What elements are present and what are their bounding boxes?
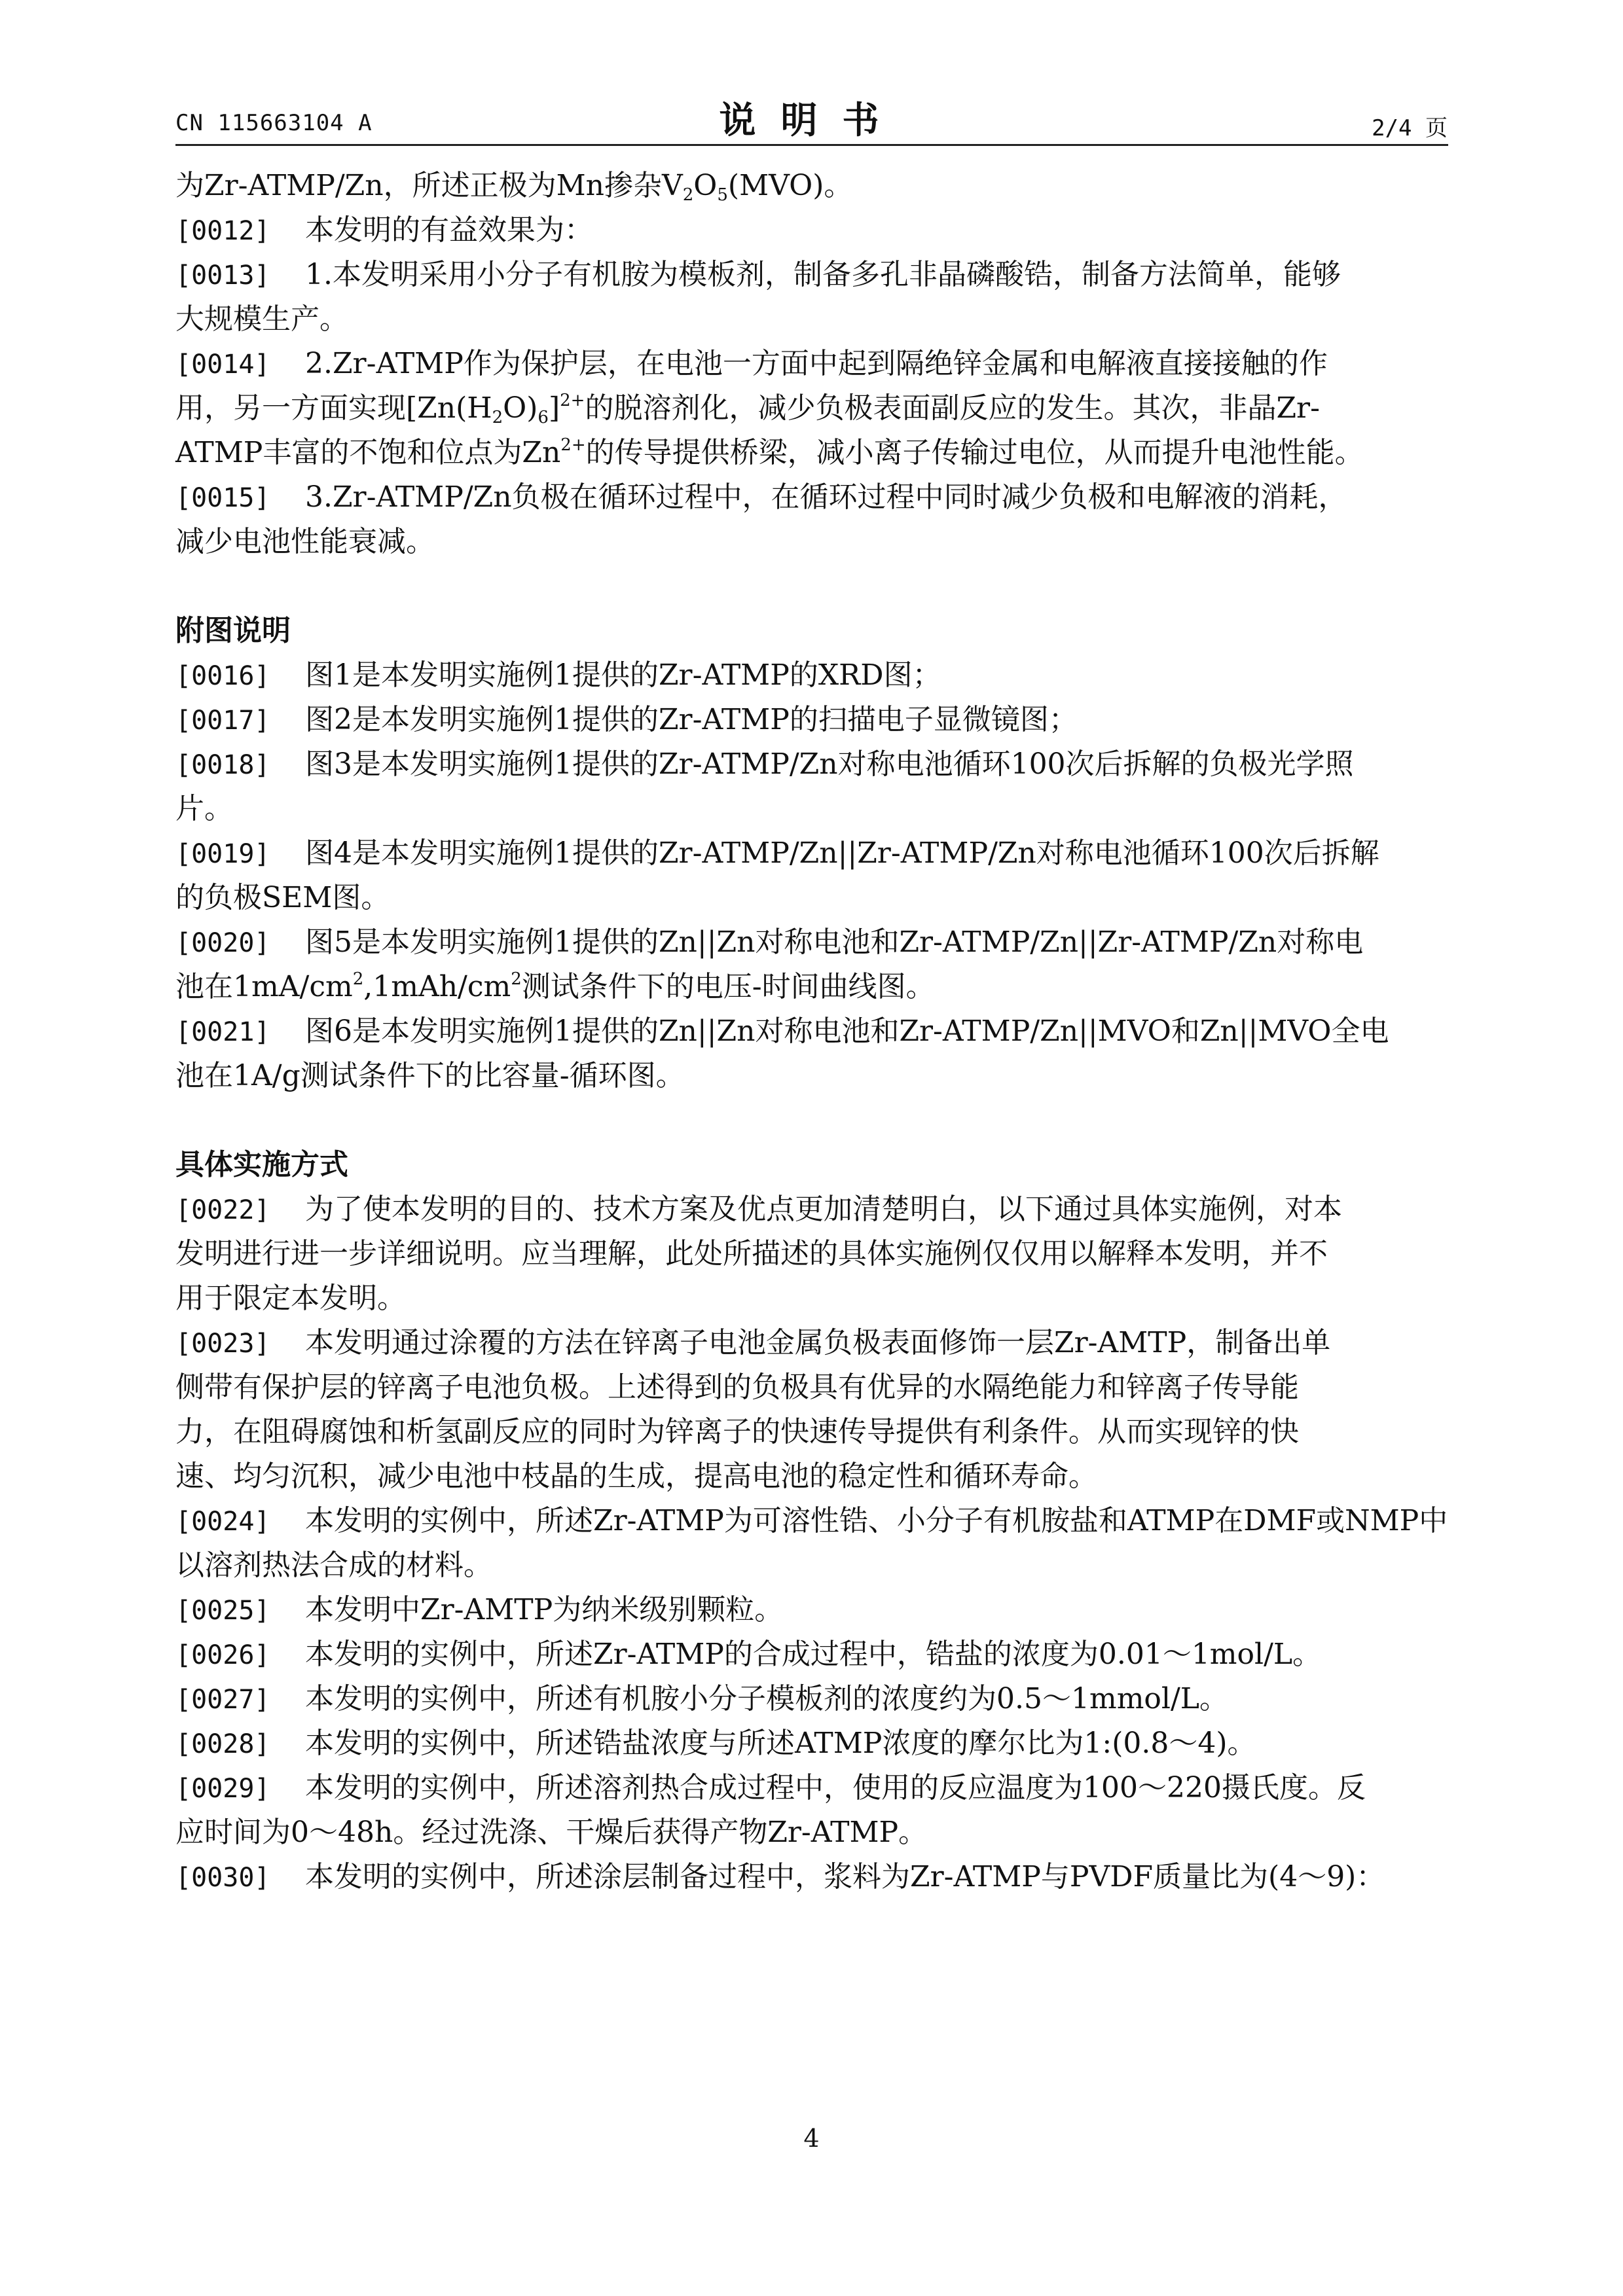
paragraph-number: [0020] (175, 928, 270, 958)
paragraph-0023: [0023] 本发明通过涂覆的方法在锌离子电池金属负极表面修饰一层Zr-AMTP，制备出单 (175, 1321, 1448, 1365)
paragraph-0013: [0013] 1.本发明采用小分子有机胺为模板剂，制备多孔非晶磷酸锆，制备方法简单，能够 (175, 253, 1448, 297)
paragraph-0024: [0024] 本发明的实例中，所述Zr-ATMP为可溶性锆、小分子有机胺盐和ATMP在DMF或NMP中 (175, 1499, 1448, 1543)
document-title: 说明书 (719, 99, 904, 142)
text-line: 为Zr-ATMP/Zn，所述正极为Mn掺杂$V_2O_5(MVO)$。 (175, 169, 853, 205)
text-line: ATMP丰富的不饱和位点为$Zn^{2+}$的传导提供桥梁，减小离子传输过电位，从而提升电池性能。 (175, 435, 1364, 469)
paragraph-number: [0015] (175, 483, 270, 513)
paragraph-0016: [0016] 图1是本发明实施例1提供的Zr-ATMP的XRD图； (175, 653, 1448, 698)
paragraph-0028: [0028] 本发明的实例中，所述锆盐浓度与所述ATMP浓度的摩尔比为1:(0.8～4)。 (175, 1721, 1448, 1766)
section-heading-figures: 附图说明 (175, 614, 291, 647)
page-number: 4 (803, 2124, 820, 2153)
text-line: 发明进行进一步详细说明。应当理解，此处所描述的具体实施例仅仅用以解释本发明，并不 (175, 1237, 1328, 1270)
text-line: 的负极SEM图。 (175, 881, 390, 914)
paragraph-0022: [0022] 为了使本发明的目的、技术方案及优点更加清楚明白，以下通过具体实施例，对本 (175, 1187, 1448, 1232)
paragraph-number: [0013] (175, 260, 270, 291)
paragraph-number: [0030] (175, 1863, 270, 1893)
paragraph-0018: [0018] 图3是本发明实施例1提供的Zr-ATMP/Zn对称电池循环100次后拆解的负极光学照 (175, 742, 1448, 787)
paragraph-number: [0022] (175, 1195, 270, 1225)
publication-number: CN 115663104 A (175, 110, 373, 136)
text-line: 用，另一方面实现$[Zn(H_2O)_6]^{2+}$的脱溶剂化，减少负极表面副反应的发生。其次，非晶Zr- (175, 391, 1320, 427)
text-line: 减少电池性能衰减。 (175, 525, 435, 558)
paragraph-0015: [0015] 3.Zr-ATMP/Zn负极在循环过程中，在循环过程中同时减少负极和电解液的消耗， (175, 475, 1448, 520)
paragraph-0027: [0027] 本发明的实例中，所述有机胺小分子模板剂的浓度约为0.5～1mmol/L。 (175, 1677, 1448, 1721)
text-line: 池在$1mA/cm^2,1mAh/cm^2$测试条件下的电压-时间曲线图。 (175, 969, 935, 1003)
paragraph-0017: [0017] 图2是本发明实施例1提供的Zr-ATMP的扫描电子显微镜图； (175, 698, 1448, 742)
paragraph-number: [0027] (175, 1685, 270, 1715)
paragraph-number: [0024] (175, 1507, 270, 1537)
paragraph-number: [0014] (175, 350, 270, 380)
text-line: 池在1A/g测试条件下的比容量-循环图。 (175, 1059, 685, 1092)
paragraph-0029: [0029] 本发明的实例中，所述溶剂热合成过程中，使用的反应温度为100～220摄氏度。反 (175, 1766, 1448, 1810)
paragraph-number: [0018] (175, 750, 270, 780)
section-gap (175, 564, 1448, 609)
text-line: 用于限定本发明。 (175, 1282, 406, 1315)
paragraph-number: [0021] (175, 1017, 270, 1047)
text-line: 片。 (175, 792, 233, 825)
document-body (175, 164, 1448, 1899)
paragraph-0012: [0012] 本发明的有益效果为： (175, 208, 1448, 253)
text-line: 大规模生产。 (175, 302, 348, 336)
paragraph-number: [0025] (175, 1596, 270, 1626)
paragraph-0030: [0030] 本发明的实例中，所述涂层制备过程中，浆料为Zr-ATMP与PVDF质量比为(4～9)： (175, 1855, 1448, 1899)
text-line: 以溶剂热法合成的材料。 (175, 1549, 492, 1582)
text-line: 侧带有保护层的锌离子电池负极。上述得到的负极具有优异的水隔绝能力和锌离子传导能 (175, 1371, 1299, 1404)
paragraph-0025: [0025] 本发明中Zr-AMTP为纳米级别颗粒。 (175, 1588, 1448, 1632)
paragraph-number: [0029] (175, 1774, 270, 1804)
text-line: 应时间为0～48h。经过洗涤、干燥后获得产物Zr-ATMP。 (175, 1816, 928, 1849)
paragraph-number: [0023] (175, 1329, 270, 1359)
paragraph-number: [0016] (175, 661, 270, 691)
paragraph-number: [0019] (175, 839, 270, 869)
paragraph-0020: [0020] 图5是本发明实施例1提供的Zn||Zn对称电池和Zr-ATMP/Zn||Zr-ATMP/Zn对称电 (175, 920, 1448, 965)
paragraph-number: [0026] (175, 1640, 270, 1670)
paragraph-0014: [0014] 2.Zr-ATMP作为保护层，在电池一方面中起到隔绝锌金属和电解液直接接触的作 (175, 342, 1448, 386)
paragraph-0019: [0019] 图4是本发明实施例1提供的Zr-ATMP/Zn||Zr-ATMP/Zn对称电池循环100次后拆解 (175, 831, 1448, 876)
paragraph-number: [0028] (175, 1729, 270, 1759)
paragraph-number: [0017] (175, 706, 270, 736)
section-gap (175, 1098, 1448, 1143)
text-line: 速、均匀沉积，减少电池中枝晶的生成，提高电池的稳定性和循环寿命。 (175, 1460, 1097, 1493)
paragraph-number: [0012] (175, 216, 270, 246)
text-line: 力，在阻碍腐蚀和析氢副反应的同时为锌离子的快速传导提供有利条件。从而实现锌的快 (175, 1415, 1299, 1448)
paragraph-0021: [0021] 图6是本发明实施例1提供的Zn||Zn对称电池和Zr-ATMP/Zn||MVO和Zn||MVO全电 (175, 1009, 1448, 1054)
paragraph-0026: [0026] 本发明的实例中，所述Zr-ATMP的合成过程中，锆盐的浓度为0.01～1mol/L。 (175, 1632, 1448, 1677)
header-divider (175, 144, 1448, 146)
page-header (0, 0, 1623, 151)
section-heading-embodiments: 具体实施方式 (175, 1148, 348, 1181)
page-label: 2/4 页 (1372, 115, 1448, 141)
